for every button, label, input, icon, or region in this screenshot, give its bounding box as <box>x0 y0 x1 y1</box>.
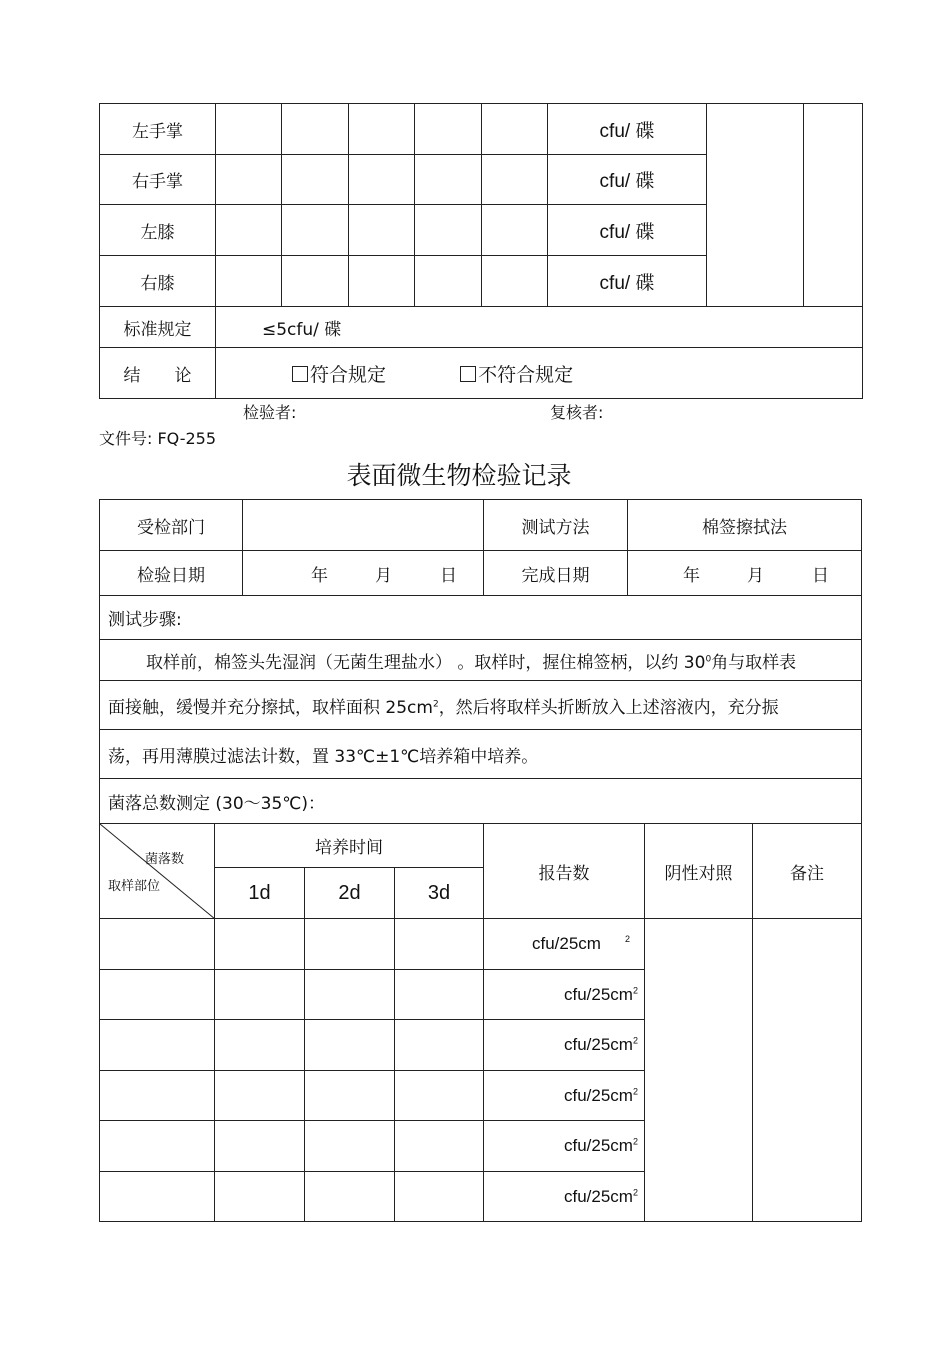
count-cell[interactable] <box>215 1172 305 1222</box>
month-label: 月 <box>747 565 764 586</box>
unit-sup: 2 <box>632 1186 638 1197</box>
area-sup: 2 <box>432 698 439 709</box>
report-unit[interactable] <box>484 1172 645 1222</box>
merged-cell[interactable] <box>804 104 863 307</box>
count-cell[interactable] <box>305 1121 395 1172</box>
method-value: 棉签擦拭法 <box>628 500 862 551</box>
document-number: 文件号: FQ-255 <box>99 429 217 448</box>
day-label: 日 <box>440 565 457 586</box>
count-cell[interactable] <box>305 970 395 1020</box>
count-cell[interactable] <box>215 919 305 970</box>
pass-label: 符合规定 <box>310 363 387 386</box>
cell[interactable] <box>282 104 349 155</box>
count-cell[interactable] <box>305 1020 395 1071</box>
hand-knee-table <box>99 103 863 399</box>
conclusion-options <box>216 348 863 399</box>
diagonal-line <box>100 824 215 919</box>
unit-text: cfu/25cm <box>564 1186 633 1206</box>
method-label: 测试方法 <box>484 500 628 551</box>
steps-line-1-a: 取样前，棉签头先湿润（无菌生理盐水） 。取样时，握住棉签柄，以约 30 <box>146 652 706 673</box>
count-cell[interactable] <box>395 1172 484 1222</box>
month-label: 月 <box>375 565 392 586</box>
cell[interactable] <box>216 256 282 307</box>
cell[interactable] <box>282 205 349 256</box>
day-2-header: 2d <box>305 868 395 919</box>
inspector-label: 检验者: <box>243 403 297 422</box>
cell[interactable] <box>349 256 415 307</box>
count-cell[interactable] <box>305 1071 395 1121</box>
cell[interactable] <box>349 205 415 256</box>
site-cell[interactable] <box>100 1071 215 1121</box>
steps-line-2-b: ，然后将取样头折断放入上述溶液内，充分振 <box>438 697 779 718</box>
report-unit[interactable] <box>484 1020 645 1071</box>
unit-text: cfu/25cm <box>564 1136 633 1155</box>
unit-sup: 2 <box>632 1085 638 1096</box>
count-cell[interactable] <box>305 919 395 970</box>
fail-checkbox[interactable] <box>460 366 476 382</box>
diagonal-header <box>100 824 215 919</box>
steps-line-1 <box>100 640 862 681</box>
dept-value[interactable] <box>243 500 484 551</box>
count-cell[interactable] <box>395 1020 484 1071</box>
day-1-header: 1d <box>215 868 305 919</box>
count-cell[interactable] <box>215 1020 305 1071</box>
site-cell[interactable] <box>100 919 215 970</box>
site-cell[interactable] <box>100 1121 215 1172</box>
cell[interactable] <box>482 256 548 307</box>
negative-cell[interactable] <box>645 919 753 1222</box>
steps-heading: 测试步骤: <box>100 596 862 640</box>
unit-text: cfu/25cm <box>564 1085 633 1105</box>
year-label: 年 <box>311 565 328 586</box>
unit-cell: cfu/ 碟 <box>548 155 707 205</box>
steps-line-2-a: 面接触，缓慢并充分擦拭，取样面积 25cm <box>108 697 433 718</box>
row-label-right-palm: 右手掌 <box>100 155 216 205</box>
count-cell[interactable] <box>395 970 484 1020</box>
count-cell[interactable] <box>215 1121 305 1172</box>
day-label: 日 <box>812 565 829 586</box>
finish-date-value[interactable] <box>628 551 862 596</box>
cell[interactable] <box>415 205 482 256</box>
year-label: 年 <box>683 565 700 586</box>
report-unit[interactable] <box>484 919 645 970</box>
cell[interactable] <box>482 205 548 256</box>
count-cell[interactable] <box>215 1071 305 1121</box>
count-cell[interactable] <box>215 970 305 1020</box>
unit-cell: cfu/ 碟 <box>548 205 707 256</box>
reviewer-label: 复核者: <box>550 403 604 422</box>
diag-top-label: 菌落数 <box>145 852 185 867</box>
cell[interactable] <box>216 205 282 256</box>
row-label-left-knee: 左膝 <box>100 205 216 256</box>
cell[interactable] <box>282 256 349 307</box>
unit-cell: cfu/ 碟 <box>548 256 707 307</box>
info-table <box>99 499 862 824</box>
remark-header: 备注 <box>753 824 862 919</box>
unit-sup: 2 <box>624 934 630 945</box>
row-label-right-knee: 右膝 <box>100 256 216 307</box>
report-unit[interactable] <box>484 1071 645 1121</box>
row-label-left-palm: 左手掌 <box>100 104 216 155</box>
count-cell[interactable] <box>395 1121 484 1172</box>
conclusion-label: 结 论 <box>100 348 216 399</box>
cell[interactable] <box>349 155 415 205</box>
unit-text: cfu/25cm <box>564 984 633 1004</box>
colony-table <box>99 823 862 1222</box>
cell[interactable] <box>415 155 482 205</box>
standard-value: ≤5cfu/ 碟 <box>216 307 863 348</box>
fail-label: 不符合规定 <box>478 363 574 386</box>
cell[interactable] <box>282 155 349 205</box>
steps-line-1-b: 角与取样表 <box>711 652 797 673</box>
finish-date-label: 完成日期 <box>484 551 628 596</box>
dept-label: 受检部门 <box>100 500 243 551</box>
site-cell[interactable] <box>100 1172 215 1222</box>
cell[interactable] <box>482 104 548 155</box>
cell[interactable] <box>349 104 415 155</box>
count-cell[interactable] <box>395 919 484 970</box>
standard-label: 标准规定 <box>100 307 216 348</box>
report-unit[interactable] <box>484 970 645 1020</box>
day-3-header: 3d <box>395 868 484 919</box>
cell[interactable] <box>482 155 548 205</box>
report-header: 报告数 <box>484 824 645 919</box>
diag-bottom-label: 取样部位 <box>108 879 161 894</box>
cell[interactable] <box>216 104 282 155</box>
cell[interactable] <box>415 256 482 307</box>
degree-sup: 0 <box>705 653 712 664</box>
time-header: 培养时间 <box>215 824 484 868</box>
unit-sup: 2 <box>632 1035 638 1046</box>
cell[interactable] <box>415 104 482 155</box>
unit-sup: 2 <box>632 1136 638 1147</box>
report-unit[interactable] <box>484 1121 645 1172</box>
count-cell[interactable] <box>305 1172 395 1222</box>
colony-heading: 菌落总数测定 (30～35℃)： <box>100 779 862 824</box>
site-cell[interactable] <box>100 1020 215 1071</box>
site-cell[interactable] <box>100 970 215 1020</box>
unit-cell: cfu/ 碟 <box>548 104 707 155</box>
steps-line-2 <box>100 681 862 730</box>
pass-checkbox[interactable] <box>292 366 308 382</box>
unit-sup: 2 <box>632 984 638 995</box>
negative-header: 阴性对照 <box>645 824 753 919</box>
cell[interactable] <box>216 155 282 205</box>
inspect-date-label: 检验日期 <box>100 551 243 596</box>
remark-cell[interactable] <box>753 919 862 1222</box>
merged-cell[interactable] <box>707 104 804 307</box>
inspect-date-value[interactable] <box>243 551 484 596</box>
unit-text: cfu/25cm <box>532 934 601 953</box>
steps-line-3: 荡，再用薄膜过滤法计数，置 33℃±1℃培养箱中培养。 <box>100 730 862 779</box>
unit-text: cfu/25cm <box>564 1035 633 1054</box>
page-title: 表面微生物检验记录 <box>346 461 572 490</box>
count-cell[interactable] <box>395 1071 484 1121</box>
